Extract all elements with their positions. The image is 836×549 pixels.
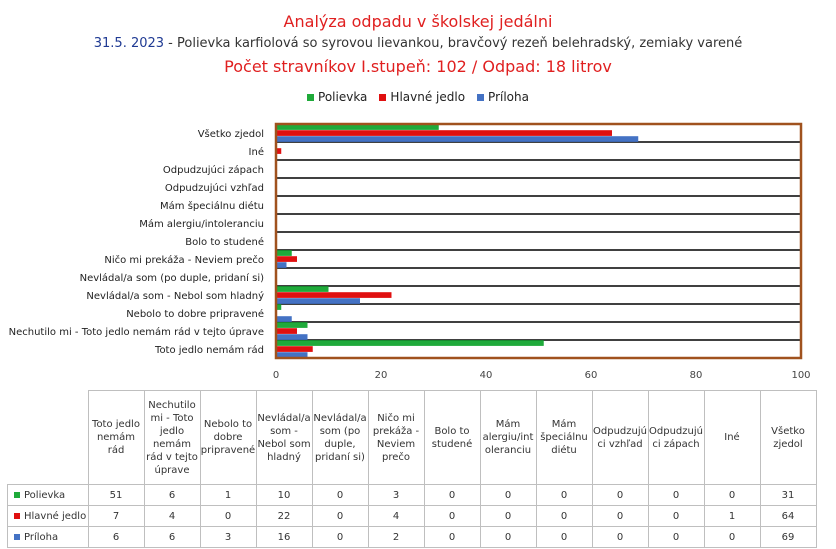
- table-row-hlavne-jedlo: [8, 506, 817, 527]
- table-header: Nebolo to dobre pripravené: [200, 391, 256, 485]
- table-cell: 0: [480, 506, 536, 527]
- table-header: Mám alergiu/int oleranciu: [480, 391, 536, 485]
- bar: [276, 256, 297, 262]
- table-cell: 16: [256, 527, 312, 548]
- x-tick-label: 0: [272, 370, 280, 381]
- category-label: Odpudzujúci zápach: [162, 165, 264, 176]
- category-label: Nevládal/a som (po duple, pridaní si): [79, 273, 264, 284]
- table-cell: 0: [312, 527, 368, 548]
- bar: [276, 292, 392, 298]
- table-cell: 0: [424, 506, 480, 527]
- legend-label: Príloha: [488, 90, 529, 104]
- table-cell: 4: [144, 506, 200, 527]
- table-header: Toto jedlo nemám rád: [88, 391, 144, 485]
- bar: [276, 346, 313, 352]
- bar: [276, 316, 292, 322]
- table-cell: 0: [536, 506, 592, 527]
- bar: [276, 340, 544, 346]
- bar: [276, 286, 329, 292]
- table-cell: 0: [648, 527, 704, 548]
- x-tick-label: 100: [791, 370, 811, 381]
- table-cell: 0: [648, 506, 704, 527]
- category-label: Mám špeciálnu diétu: [160, 201, 264, 212]
- table-cell: 0: [480, 485, 536, 506]
- table-cell: 64: [760, 506, 816, 527]
- table-cell: 0: [200, 506, 256, 527]
- table-cell: 0: [480, 527, 536, 548]
- bar: [276, 136, 638, 142]
- table-cell: 0: [592, 527, 648, 548]
- table-header: Odpudzujú ci zápach: [648, 391, 704, 485]
- table-cell: 1: [200, 485, 256, 506]
- category-label: Nebolo to dobre pripravené: [126, 309, 264, 320]
- bar: [276, 334, 308, 340]
- chart-title: Analýza odpadu v školskej jedálni: [283, 12, 553, 31]
- subtitle-date: 31.5. 2023: [93, 36, 165, 51]
- chart-summary: Počet stravníkov I.stupeň: 102 / Odpad: 18 litrov: [224, 57, 612, 76]
- table-cell: 0: [704, 485, 760, 506]
- category-label: Všetko zjedol: [197, 129, 264, 140]
- legend-label: Polievka: [318, 90, 368, 104]
- table-header: Nevládal/a som - Nebol som hladný: [256, 391, 312, 485]
- row-label: Hlavné jedlo: [8, 506, 89, 527]
- table-cell: 3: [368, 485, 424, 506]
- category-label: Bolo to studené: [185, 237, 264, 248]
- bar: [276, 130, 612, 136]
- table-cell: 0: [648, 485, 704, 506]
- table-cell: 7: [88, 506, 144, 527]
- table-header: Bolo to studené: [424, 391, 480, 485]
- table-header: Nechutilo mi - Toto jedlo nemám rád v tejto úprave: [144, 391, 200, 485]
- table-cell: 0: [592, 506, 648, 527]
- table-cell: 6: [88, 527, 144, 548]
- table-cell: 22: [256, 506, 312, 527]
- table-cell: 0: [592, 485, 648, 506]
- table-cell: 69: [760, 527, 816, 548]
- table-cell: 51: [88, 485, 144, 506]
- x-tick-label: 60: [584, 370, 598, 381]
- bar: [276, 250, 292, 256]
- category-label: Toto jedlo nemám rád: [155, 345, 264, 356]
- legend-label: Hlavné jedlo: [390, 90, 466, 104]
- table-row-priloha: [8, 527, 817, 548]
- row-label: Polievka: [8, 485, 89, 506]
- category-label: Iné: [248, 147, 264, 158]
- x-tick-label: 20: [374, 370, 388, 381]
- table-row-polievka: [8, 485, 817, 506]
- data-table: [7, 390, 817, 548]
- category-label: Nevládal/a som - Nebol som hladný: [86, 291, 264, 302]
- table-cell: 0: [424, 527, 480, 548]
- table-corner: [8, 391, 89, 485]
- x-tick-label: 40: [479, 370, 493, 381]
- category-label: Odpudzujúci vzhľad: [164, 183, 264, 194]
- category-label: Nechutilo mi - Toto jedlo nemám rád v tejto úprave: [8, 327, 264, 338]
- table-cell: 3: [200, 527, 256, 548]
- table-cell: 6: [144, 485, 200, 506]
- table-cell: 0: [424, 485, 480, 506]
- bar: [276, 328, 297, 334]
- category-label: Mám alergiu/intoleranciu: [139, 219, 264, 230]
- table-header: Iné: [704, 391, 760, 485]
- table-header: Mám špeciálnu diétu: [536, 391, 592, 485]
- table-cell: 31: [760, 485, 816, 506]
- table-header: Ničo mi prekáža - Neviem prečo: [368, 391, 424, 485]
- table-cell: 6: [144, 527, 200, 548]
- table-cell: 0: [536, 527, 592, 548]
- table-cell: 4: [368, 506, 424, 527]
- category-label: Ničo mi prekáža - Neviem prečo: [104, 255, 264, 266]
- table-cell: 0: [312, 506, 368, 527]
- table-cell: 0: [312, 485, 368, 506]
- row-label: Príloha: [8, 527, 89, 548]
- bar: [276, 298, 360, 304]
- table-header: Odpudzujú ci vzhľad: [592, 391, 648, 485]
- table-cell: 0: [704, 527, 760, 548]
- bar: [276, 322, 308, 328]
- table-cell: 2: [368, 527, 424, 548]
- bar: [276, 262, 287, 268]
- table-cell: 10: [256, 485, 312, 506]
- subtitle-menu: - Polievka karfiolová so syrovou lievankou, bravčový rezeň belehradský, zemiaky varené: [164, 36, 743, 51]
- table-header: Nevládal/a som (po duple, pridaní si): [312, 391, 368, 485]
- table-header: Všetko zjedol: [760, 391, 816, 485]
- table-cell: 1: [704, 506, 760, 527]
- x-tick-label: 80: [689, 370, 703, 381]
- plot-border: [276, 124, 801, 358]
- table-cell: 0: [536, 485, 592, 506]
